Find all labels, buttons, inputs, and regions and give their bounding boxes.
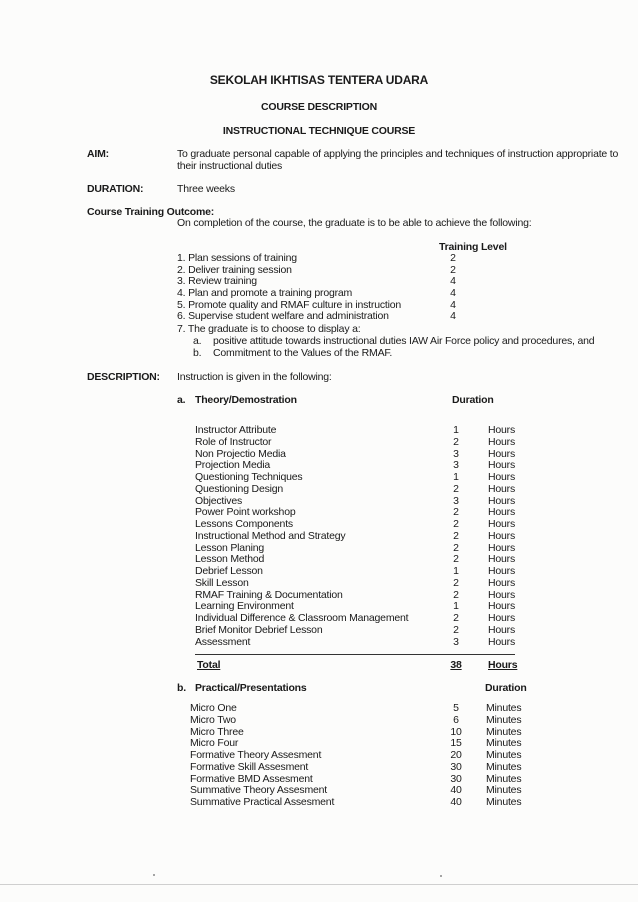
sub-item-marker: b. xyxy=(193,347,202,359)
doc-type-heading: COURSE DESCRIPTION xyxy=(261,101,377,113)
row-duration-unit: Hours xyxy=(488,435,516,448)
section-a-title: Theory/Demostration xyxy=(195,394,297,406)
row-label: Micro Three xyxy=(190,725,244,738)
row-duration-unit: Minutes xyxy=(486,702,522,714)
table-row xyxy=(0,496,638,508)
outcome-item-7: 7. The graduate is to choose to display a: xyxy=(177,323,361,335)
description-label: DESCRIPTION: xyxy=(87,371,160,383)
row-label: Formative Skill Assesment xyxy=(190,760,309,773)
row-duration-unit: Hours xyxy=(488,482,516,495)
row-label: Instructor Attribute xyxy=(195,424,277,436)
row-duration-unit: Hours xyxy=(488,623,516,636)
scan-speck xyxy=(440,875,442,877)
section-a-duration-header: Duration xyxy=(452,394,494,406)
row-duration-unit: Minutes xyxy=(486,772,522,785)
table-row xyxy=(0,449,638,461)
row-label: Role of Instructor xyxy=(195,435,272,448)
outcome-item-text: 1. Plan sessions of training xyxy=(177,252,297,264)
row-duration-unit: Hours xyxy=(488,494,516,507)
row-label: Formative Theory Assesment xyxy=(190,749,322,761)
row-duration-unit: Hours xyxy=(488,553,516,566)
outcome-item-level: 4 xyxy=(450,275,456,287)
row-duration-value: 1 xyxy=(453,471,459,483)
row-duration-value: 3 xyxy=(453,635,459,648)
aim-text-line1: To graduate personal capable of applying the principles and techniques of instruction appropriate to xyxy=(177,148,619,160)
row-duration-unit: Hours xyxy=(488,506,516,519)
row-label: Summative Practical Assesment xyxy=(190,796,335,808)
table-row xyxy=(0,637,638,649)
row-duration-unit: Hours xyxy=(488,565,516,577)
row-label: Instructional Method and Strategy xyxy=(195,529,346,542)
row-duration-value: 40 xyxy=(450,784,462,797)
sub-item-text: Commitment to the Values of the RMAF. xyxy=(213,347,393,359)
row-duration-unit: Minutes xyxy=(486,737,522,750)
row-duration-unit: Hours xyxy=(488,471,516,483)
table-row xyxy=(0,590,638,602)
total-rule xyxy=(195,654,515,655)
row-duration-unit: Minutes xyxy=(486,784,522,797)
row-duration-unit: Minutes xyxy=(486,713,522,726)
row-duration-value: 2 xyxy=(453,435,459,448)
table-row xyxy=(0,472,638,484)
sub-item-marker: a. xyxy=(193,335,202,347)
total-unit: Hours xyxy=(488,659,518,671)
outcome-item-level: 2 xyxy=(450,264,456,276)
row-duration-value: 2 xyxy=(453,506,459,519)
row-duration-value: 10 xyxy=(450,725,462,738)
row-label: RMAF Training & Documentation xyxy=(195,588,343,601)
page-bottom-edge xyxy=(0,884,638,885)
row-duration-unit: Hours xyxy=(488,518,516,530)
row-duration-unit: Hours xyxy=(488,600,516,613)
row-label: Assessment xyxy=(195,635,251,648)
table-row xyxy=(0,625,638,637)
outcome-intro: On completion of the course, the graduate is to be able to achieve the following: xyxy=(177,217,532,229)
row-duration-value: 30 xyxy=(450,772,462,785)
row-duration-unit: Hours xyxy=(488,529,516,542)
duration-label: DURATION: xyxy=(87,183,144,195)
row-duration-unit: Hours xyxy=(488,447,516,460)
outcome-item-level: 4 xyxy=(450,299,456,311)
total-label: Total xyxy=(197,659,221,671)
row-label: Skill Lesson xyxy=(195,576,249,589)
row-label: Formative BMD Assesment xyxy=(190,772,313,785)
row-duration-value: 3 xyxy=(453,459,459,472)
row-label: Questioning Design xyxy=(195,482,284,495)
row-duration-value: 2 xyxy=(453,576,459,589)
table-row xyxy=(0,578,638,590)
scan-speck xyxy=(153,874,155,876)
row-duration-value: 30 xyxy=(450,760,462,773)
table-row xyxy=(0,715,638,727)
outcome-item-text: 2. Deliver training session xyxy=(177,264,292,276)
row-duration-value: 3 xyxy=(453,494,459,507)
row-label: Objectives xyxy=(195,494,243,507)
row-duration-value: 6 xyxy=(453,713,459,726)
table-row xyxy=(0,797,638,809)
table-row xyxy=(0,727,638,739)
row-label: Lesson Planing xyxy=(195,541,265,554)
table-row xyxy=(0,543,638,555)
row-duration-value: 2 xyxy=(453,482,459,495)
row-label: Summative Theory Assesment xyxy=(190,784,327,797)
section-b-title: Practical/Presentations xyxy=(195,682,307,694)
table-row xyxy=(0,425,638,437)
row-duration-value: 1 xyxy=(453,600,459,613)
row-duration-unit: Minutes xyxy=(486,749,522,761)
outcome-item-text: 5. Promote quality and RMAF culture in instruction xyxy=(177,299,402,311)
row-duration-value: 2 xyxy=(453,588,459,601)
row-duration-value: 2 xyxy=(453,518,459,530)
row-duration-value: 3 xyxy=(453,447,459,460)
row-label: Micro Two xyxy=(190,713,236,726)
row-duration-unit: Hours xyxy=(488,424,516,436)
table-row xyxy=(0,531,638,543)
row-label: Lesson Method xyxy=(195,553,265,566)
row-label: Debrief Lesson xyxy=(195,565,263,577)
row-label: Power Point workshop xyxy=(195,506,296,519)
row-label: Brief Monitor Debrief Lesson xyxy=(195,623,323,636)
row-duration-value: 2 xyxy=(453,529,459,542)
table-row xyxy=(0,750,638,762)
row-label: Non Projectio Media xyxy=(195,447,286,460)
row-duration-unit: Hours xyxy=(488,588,516,601)
row-label: Projection Media xyxy=(195,459,271,472)
row-label: Questioning Techniques xyxy=(195,471,303,483)
outcome-label: Course Training Outcome: xyxy=(87,206,215,218)
section-a-marker: a. xyxy=(177,394,186,406)
row-duration-value: 2 xyxy=(453,553,459,566)
sub-item-text: positive attitude towards instructional duties IAW Air Force policy and procedures, and xyxy=(213,335,595,347)
aim-text-line2: their instructional duties xyxy=(177,160,283,172)
outcome-item xyxy=(177,311,477,323)
aim-label: AIM: xyxy=(87,148,109,160)
duration-value: Three weeks xyxy=(177,183,235,195)
outcome-item-text: 6. Supervise student welfare and administration xyxy=(177,310,389,322)
table-row xyxy=(0,484,638,496)
row-label: Lessons Components xyxy=(195,518,293,530)
section-b-duration-header: Duration xyxy=(485,682,527,694)
outcome-item-level: 2 xyxy=(450,252,456,264)
row-duration-unit: Minutes xyxy=(486,796,522,808)
row-duration-value: 15 xyxy=(450,737,462,750)
row-label: Micro One xyxy=(190,702,237,714)
table-row xyxy=(0,507,638,519)
section-b-marker: b. xyxy=(177,682,186,694)
outcome-item-text: 3. Review training xyxy=(177,275,257,287)
description-intro: Instruction is given in the following: xyxy=(177,371,332,383)
table-row xyxy=(0,703,638,715)
school-title: SEKOLAH IKHTISAS TENTERA UDARA xyxy=(209,73,429,87)
row-duration-unit: Hours xyxy=(488,459,516,472)
row-label: Individual Difference & Classroom Management xyxy=(195,612,409,624)
row-duration-unit: Minutes xyxy=(486,725,522,738)
row-duration-value: 5 xyxy=(453,702,459,714)
row-duration-value: 40 xyxy=(450,796,462,808)
row-duration-value: 20 xyxy=(450,749,462,761)
row-duration-unit: Hours xyxy=(488,576,516,589)
row-duration-unit: Hours xyxy=(488,612,516,624)
row-duration-unit: Hours xyxy=(488,635,516,648)
row-duration-value: 2 xyxy=(453,541,459,554)
row-duration-value: 1 xyxy=(453,424,459,436)
row-label: Micro Four xyxy=(190,737,239,750)
table-row xyxy=(0,460,638,472)
table-row xyxy=(0,554,638,566)
table-row xyxy=(0,566,638,578)
outcome-item-level: 4 xyxy=(450,310,456,322)
table-row xyxy=(0,437,638,449)
course-heading: INSTRUCTIONAL TECHNIQUE COURSE xyxy=(222,125,416,137)
total-num: 38 xyxy=(450,659,462,671)
row-duration-value: 2 xyxy=(453,623,459,636)
row-duration-unit: Hours xyxy=(488,541,516,554)
training-level-header: Training Level xyxy=(439,241,507,253)
outcome-item-level: 4 xyxy=(450,287,456,299)
row-duration-value: 2 xyxy=(453,612,459,624)
outcome-item-text: 4. Plan and promote a training program xyxy=(177,287,353,299)
row-label: Learning Environment xyxy=(195,600,294,613)
row-duration-value: 1 xyxy=(453,565,459,577)
table-row xyxy=(0,762,638,774)
row-duration-unit: Minutes xyxy=(486,760,522,773)
